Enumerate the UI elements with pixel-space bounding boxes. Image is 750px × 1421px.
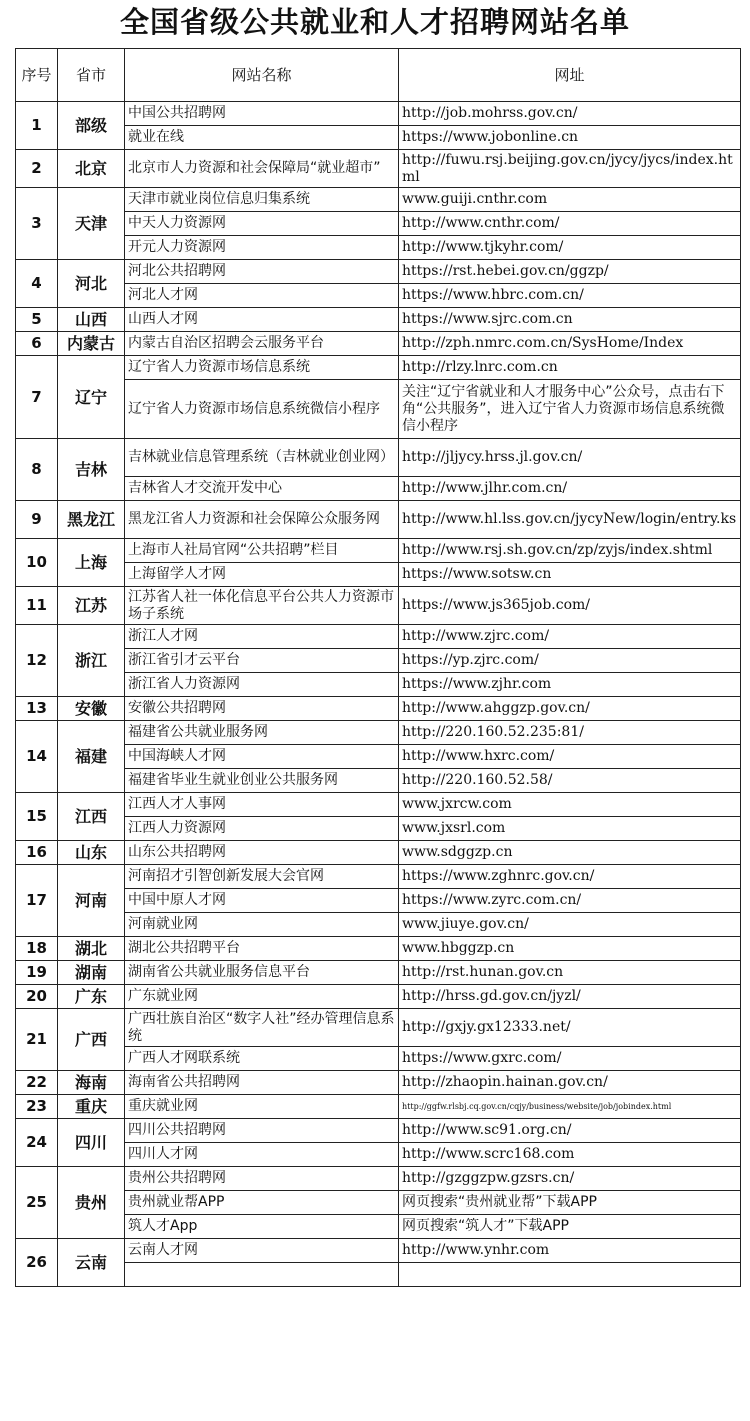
site-url-cell[interactable]: http://www.sc91.org.cn/ (399, 1119, 741, 1143)
table-row (16, 102, 741, 126)
table-row (16, 284, 741, 308)
table-row (16, 260, 741, 284)
site-url-cell[interactable]: https://www.sotsw.cn (399, 563, 741, 587)
site-name-cell: 天津市就业岗位信息归集系统 (125, 188, 399, 212)
table-row (16, 1191, 741, 1215)
province-cell: 上海 (58, 539, 125, 587)
table-row (16, 1009, 741, 1047)
row-index: 20 (16, 985, 58, 1009)
site-name-cell: 江苏省人社一体化信息平台公共人力资源市场子系统 (125, 587, 399, 625)
header-site-name: 网站名称 (125, 49, 399, 102)
row-index: 18 (16, 937, 58, 961)
site-url-cell[interactable]: http://zph.nmrc.com.cn/SysHome/Index (399, 332, 741, 356)
site-name-cell: 开元人力资源网 (125, 236, 399, 260)
site-url-cell[interactable]: http://job.mohrss.gov.cn/ (399, 102, 741, 126)
site-name-cell: 山东公共招聘网 (125, 841, 399, 865)
site-name-cell: 吉林省人才交流开发中心 (125, 477, 399, 501)
header-index: 序号 (16, 49, 58, 102)
province-cell: 江西 (58, 793, 125, 841)
site-name-cell: 湖南省公共就业服务信息平台 (125, 961, 399, 985)
table-row (16, 793, 741, 817)
province-cell: 安徽 (58, 697, 125, 721)
table-row (16, 673, 741, 697)
site-name-cell: 江西人力资源网 (125, 817, 399, 841)
site-url-cell[interactable]: http://ggfw.rlsbj.cq.gov.cn/cqjy/business/website/job/jobindex.html (399, 1095, 741, 1119)
site-url-cell[interactable]: http://220.160.52.58/ (399, 769, 741, 793)
table-row (16, 236, 741, 260)
site-url-cell: 关注“辽宁省就业和人才服务中心”公众号，点击右下角“公共服务”，进入辽宁省人力资源市场信息系统微信小程序 (399, 380, 741, 439)
site-name-cell: 福建省公共就业服务网 (125, 721, 399, 745)
table-row (16, 961, 741, 985)
province-cell: 山东 (58, 841, 125, 865)
row-index: 24 (16, 1119, 58, 1167)
site-name-cell: 北京市人力资源和社会保障局“就业超市” (125, 150, 399, 188)
site-url-cell[interactable]: http://www.ahggzp.gov.cn/ (399, 697, 741, 721)
row-index: 6 (16, 332, 58, 356)
table-row (16, 380, 741, 439)
table-row (16, 1071, 741, 1095)
site-name-cell: 浙江省引才云平台 (125, 649, 399, 673)
site-url-cell[interactable]: https://www.zghnrc.gov.cn/ (399, 865, 741, 889)
site-name-cell: 河北公共招聘网 (125, 260, 399, 284)
site-name-cell: 筑人才App (125, 1215, 399, 1239)
table-row (16, 501, 741, 539)
table-row (16, 1239, 741, 1263)
table-row (16, 439, 741, 477)
table-row (16, 1215, 741, 1239)
row-index: 4 (16, 260, 58, 308)
table-row (16, 817, 741, 841)
site-url-cell[interactable]: https://www.sjrc.com.cn (399, 308, 741, 332)
site-name-cell: 中国公共招聘网 (125, 102, 399, 126)
province-cell: 贵州 (58, 1167, 125, 1239)
site-url-cell[interactable]: https://rst.hebei.gov.cn/ggzp/ (399, 260, 741, 284)
province-cell: 北京 (58, 150, 125, 188)
province-cell: 浙江 (58, 625, 125, 697)
row-index: 11 (16, 587, 58, 625)
site-url-cell[interactable]: http://www.cnthr.com/ (399, 212, 741, 236)
site-name-cell: 山西人才网 (125, 308, 399, 332)
table-row (16, 1167, 741, 1191)
site-url-cell[interactable]: http://www.ynhr.com (399, 1239, 741, 1263)
row-index: 15 (16, 793, 58, 841)
site-url-cell[interactable]: https://yp.zjrc.com/ (399, 649, 741, 673)
table-row (16, 769, 741, 793)
table-row (16, 477, 741, 501)
province-cell: 部级 (58, 102, 125, 150)
site-name-cell: 上海留学人才网 (125, 563, 399, 587)
site-name-cell: 河南招才引智创新发展大会官网 (125, 865, 399, 889)
site-url-cell: 网页搜索“筑人才”下载APP (399, 1215, 741, 1239)
site-url-cell[interactable]: https://www.jobonline.cn (399, 126, 741, 150)
table-row (16, 563, 741, 587)
province-cell: 河南 (58, 865, 125, 937)
table-row (16, 1119, 741, 1143)
row-index: 10 (16, 539, 58, 587)
province-cell: 黑龙江 (58, 501, 125, 539)
province-cell: 吉林 (58, 439, 125, 501)
row-index: 8 (16, 439, 58, 501)
table-row (16, 587, 741, 625)
site-url-cell[interactable]: http://www.hl.lss.gov.cn/jycyNew/login/entry.ks (399, 501, 741, 539)
row-index: 1 (16, 102, 58, 150)
site-url-cell[interactable]: https://www.hbrc.com.cn/ (399, 284, 741, 308)
site-name-cell: 安徽公共招聘网 (125, 697, 399, 721)
site-name-cell: 四川人才网 (125, 1143, 399, 1167)
site-url-cell[interactable]: https://www.gxrc.com/ (399, 1047, 741, 1071)
table-row (16, 1095, 741, 1119)
site-name-cell: 河北人才网 (125, 284, 399, 308)
site-url-cell[interactable]: http://gzggzpw.gzsrs.cn/ (399, 1167, 741, 1191)
province-cell: 江苏 (58, 587, 125, 625)
site-url-cell[interactable]: http://220.160.52.235:81/ (399, 721, 741, 745)
row-index: 12 (16, 625, 58, 697)
row-index: 5 (16, 308, 58, 332)
site-url-cell[interactable]: www.sdggzp.cn (399, 841, 741, 865)
header-province: 省市 (58, 49, 125, 102)
table-row (16, 649, 741, 673)
province-cell: 广西 (58, 1009, 125, 1071)
site-url-cell[interactable]: http://hrss.gd.gov.cn/jyzl/ (399, 985, 741, 1009)
site-url-cell[interactable] (399, 1263, 741, 1287)
table-row (16, 745, 741, 769)
site-name-cell: 上海市人社局官网“公共招聘”栏目 (125, 539, 399, 563)
row-index: 26 (16, 1239, 58, 1287)
table-row (16, 1263, 741, 1287)
site-url-cell[interactable]: http://jljycy.hrss.jl.gov.cn/ (399, 439, 741, 477)
province-cell: 天津 (58, 188, 125, 260)
header-url: 网址 (399, 49, 741, 102)
row-index: 23 (16, 1095, 58, 1119)
site-url-cell[interactable]: http://www.jlhr.com.cn/ (399, 477, 741, 501)
site-url-cell[interactable]: https://www.zyrc.com.cn/ (399, 889, 741, 913)
site-url-cell[interactable]: www.jxrcw.com (399, 793, 741, 817)
website-list-table (15, 48, 741, 1287)
site-url-cell[interactable]: http://www.hxrc.com/ (399, 745, 741, 769)
table-row (16, 841, 741, 865)
province-cell: 重庆 (58, 1095, 125, 1119)
row-index: 13 (16, 697, 58, 721)
table-row (16, 1143, 741, 1167)
row-index: 21 (16, 1009, 58, 1071)
province-cell: 海南 (58, 1071, 125, 1095)
province-cell: 湖南 (58, 961, 125, 985)
province-cell: 河北 (58, 260, 125, 308)
province-cell: 四川 (58, 1119, 125, 1167)
table-row (16, 1047, 741, 1071)
table-row (16, 625, 741, 649)
row-index: 9 (16, 501, 58, 539)
table-row (16, 985, 741, 1009)
site-url-cell[interactable]: http://rlzy.lnrc.com.cn (399, 356, 741, 380)
site-url-cell[interactable]: www.jxsrl.com (399, 817, 741, 841)
row-index: 17 (16, 865, 58, 937)
site-url-cell[interactable]: https://www.js365job.com/ (399, 587, 741, 625)
site-name-cell: 重庆就业网 (125, 1095, 399, 1119)
site-url-cell[interactable]: http://fuwu.rsj.beijing.gov.cn/jycy/jycs/index.html (399, 150, 741, 188)
site-name-cell: 内蒙古自治区招聘会云服务平台 (125, 332, 399, 356)
province-cell: 湖北 (58, 937, 125, 961)
site-name-cell: 广西壮族自治区“数字人社”经办管理信息系统 (125, 1009, 399, 1047)
site-url-cell[interactable]: www.hbggzp.cn (399, 937, 741, 961)
table-row (16, 188, 741, 212)
site-name-cell: 浙江人才网 (125, 625, 399, 649)
site-url-cell[interactable]: http://www.tjkyhr.com/ (399, 236, 741, 260)
table-body (16, 102, 741, 1287)
row-index: 22 (16, 1071, 58, 1095)
site-name-cell: 四川公共招聘网 (125, 1119, 399, 1143)
table-row (16, 865, 741, 889)
site-name-cell: 黑龙江省人力资源和社会保障公众服务网 (125, 501, 399, 539)
website-list-table-wrap (15, 48, 741, 1287)
site-name-cell: 云南人才网 (125, 1239, 399, 1263)
site-name-cell: 中国海峡人才网 (125, 745, 399, 769)
page-title: 全国省级公共就业和人才招聘网站名单 (119, 5, 630, 39)
row-index: 25 (16, 1167, 58, 1239)
site-name-cell: 海南省公共招聘网 (125, 1071, 399, 1095)
row-index: 7 (16, 356, 58, 439)
site-name-cell: 就业在线 (125, 126, 399, 150)
province-cell: 山西 (58, 308, 125, 332)
site-name-cell: 中天人力资源网 (125, 212, 399, 236)
site-name-cell: 广西人才网联系统 (125, 1047, 399, 1071)
site-url-cell[interactable]: http://www.rsj.sh.gov.cn/zp/zyjs/index.shtml (399, 539, 741, 563)
table-row (16, 937, 741, 961)
site-name-cell (125, 1263, 399, 1287)
site-url-cell: 网页搜索“贵州就业帮”下载APP (399, 1191, 741, 1215)
table-row (16, 539, 741, 563)
site-name-cell: 辽宁省人力资源市场信息系统 (125, 356, 399, 380)
table-row (16, 332, 741, 356)
row-index: 2 (16, 150, 58, 188)
site-name-cell: 中国中原人才网 (125, 889, 399, 913)
site-url-cell[interactable]: http://zhaopin.hainan.gov.cn/ (399, 1071, 741, 1095)
site-name-cell: 河南就业网 (125, 913, 399, 937)
table-row (16, 308, 741, 332)
row-index: 3 (16, 188, 58, 260)
site-url-cell[interactable]: http://rst.hunan.gov.cn (399, 961, 741, 985)
site-name-cell: 辽宁省人力资源市场信息系统微信小程序 (125, 380, 399, 439)
site-url-cell[interactable]: www.guiji.cnthr.com (399, 188, 741, 212)
table-row (16, 721, 741, 745)
site-name-cell: 江西人才人事网 (125, 793, 399, 817)
province-cell: 辽宁 (58, 356, 125, 439)
site-url-cell[interactable]: http://www.zjrc.com/ (399, 625, 741, 649)
site-url-cell[interactable]: https://www.zjhr.com (399, 673, 741, 697)
province-cell: 福建 (58, 721, 125, 793)
site-name-cell: 福建省毕业生就业创业公共服务网 (125, 769, 399, 793)
table-row (16, 126, 741, 150)
table-row (16, 889, 741, 913)
site-url-cell[interactable]: http://gxjy.gx12333.net/ (399, 1009, 741, 1047)
site-name-cell: 湖北公共招聘平台 (125, 937, 399, 961)
province-cell: 内蒙古 (58, 332, 125, 356)
site-name-cell: 浙江省人力资源网 (125, 673, 399, 697)
site-name-cell: 吉林就业信息管理系统（吉林就业创业网） (125, 439, 399, 477)
table-header-row (16, 49, 741, 102)
table-row (16, 697, 741, 721)
table-row (16, 913, 741, 937)
site-url-cell[interactable]: http://www.scrc168.com (399, 1143, 741, 1167)
row-index: 19 (16, 961, 58, 985)
table-row (16, 150, 741, 188)
row-index: 16 (16, 841, 58, 865)
table-row (16, 212, 741, 236)
site-name-cell: 贵州就业帮APP (125, 1191, 399, 1215)
table-row (16, 356, 741, 380)
row-index: 14 (16, 721, 58, 793)
site-name-cell: 广东就业网 (125, 985, 399, 1009)
province-cell: 云南 (58, 1239, 125, 1287)
site-name-cell: 贵州公共招聘网 (125, 1167, 399, 1191)
site-url-cell[interactable]: www.jiuye.gov.cn/ (399, 913, 741, 937)
province-cell: 广东 (58, 985, 125, 1009)
